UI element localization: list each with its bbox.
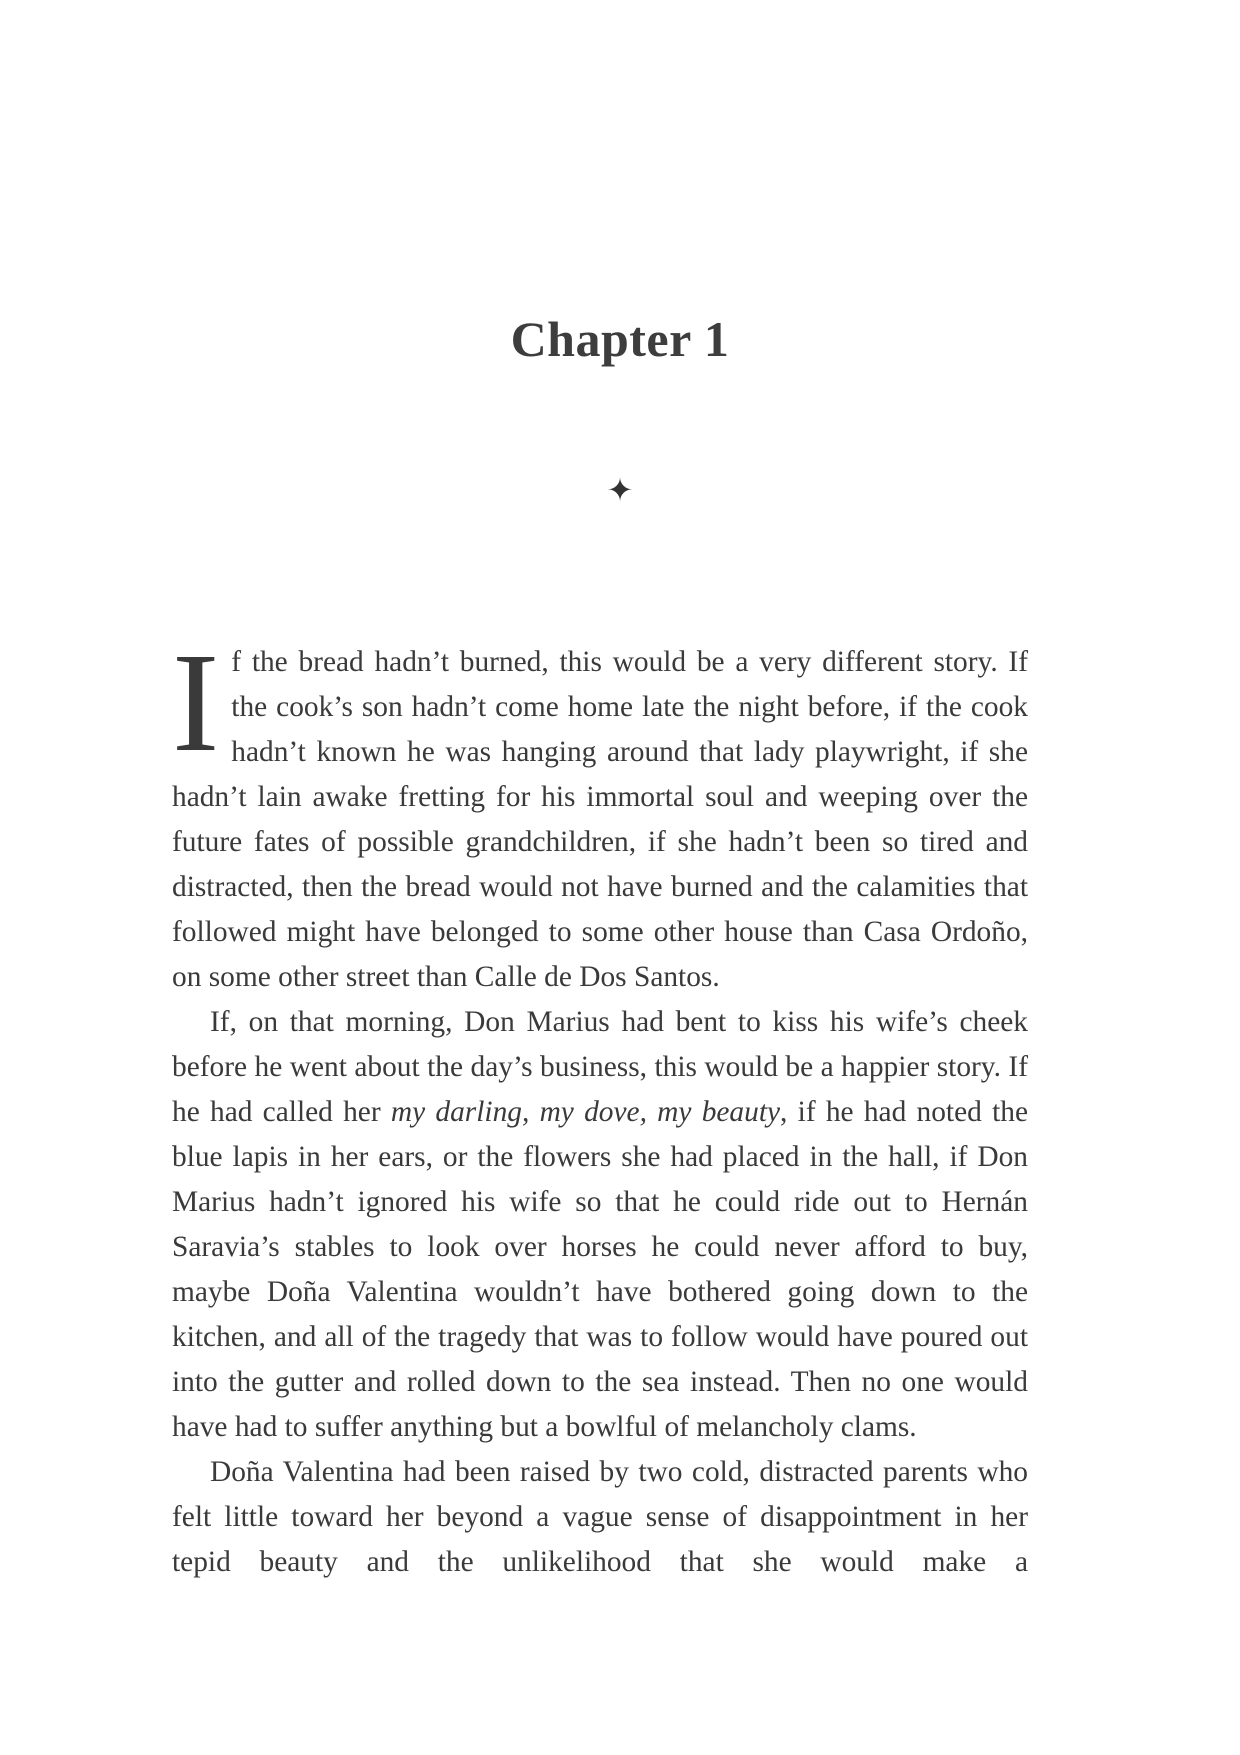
paragraph-1 [172, 623, 1028, 1000]
body-text [172, 623, 1028, 1585]
paragraph-2-italic-phrase: my darling, my dove, my beauty [390, 1096, 781, 1128]
paragraph-3-text: Doña Valentina had been raised by two cold, distracted parents who felt little toward her beyond a vague sense of disappointment in her tepid beauty and the unlikelihood that she would make a [172, 1456, 1028, 1578]
four-point-star-ornament-icon: ✦ [606, 471, 634, 509]
paragraph-2-text-start: If, on that morning, Don Marius had bent to kiss his wife’s cheek before he went about the day’s business, this would be a happier story. If he had called her [172, 1006, 1028, 1128]
chapter-title: Chapter 1 [510, 311, 730, 367]
paragraph-3 [172, 1450, 1028, 1585]
paragraph-2-text-end: , if he had noted the blue lapis in her ears, or the flowers she had placed in the hall, if Don Marius hadn’t ignored his wife so that he could ride out to Hernán Saravia’s stables to look over horses he could never afford to buy, maybe Doña Valentina wouldn’t have bothered going down to the kitchen, and all of the tragedy that was to follow would have poured out into the gutter and rolled down to the sea instead. Then no one would have had to suffer anything but a bowlful of melancholy clams. [172, 1096, 1028, 1443]
drop-cap: I [172, 623, 220, 781]
paragraph-1-text: f the bread hadn’t burned, this would be a very different story. If the cook’s son hadn’t come home late the night before, if the cook hadn’t known he was hanging around that lady playwright, if she hadn’t lain awake fretting for his immortal soul and weeping over the future fates of possible grandchildren, if she hadn’t been so tired and distracted, then the bread would not have burned and the calamities that followed might have belonged to some other house than Casa Ordoño, on some other street than Calle de Dos Santos. [172, 646, 1028, 993]
paragraph-2 [172, 1000, 1028, 1450]
